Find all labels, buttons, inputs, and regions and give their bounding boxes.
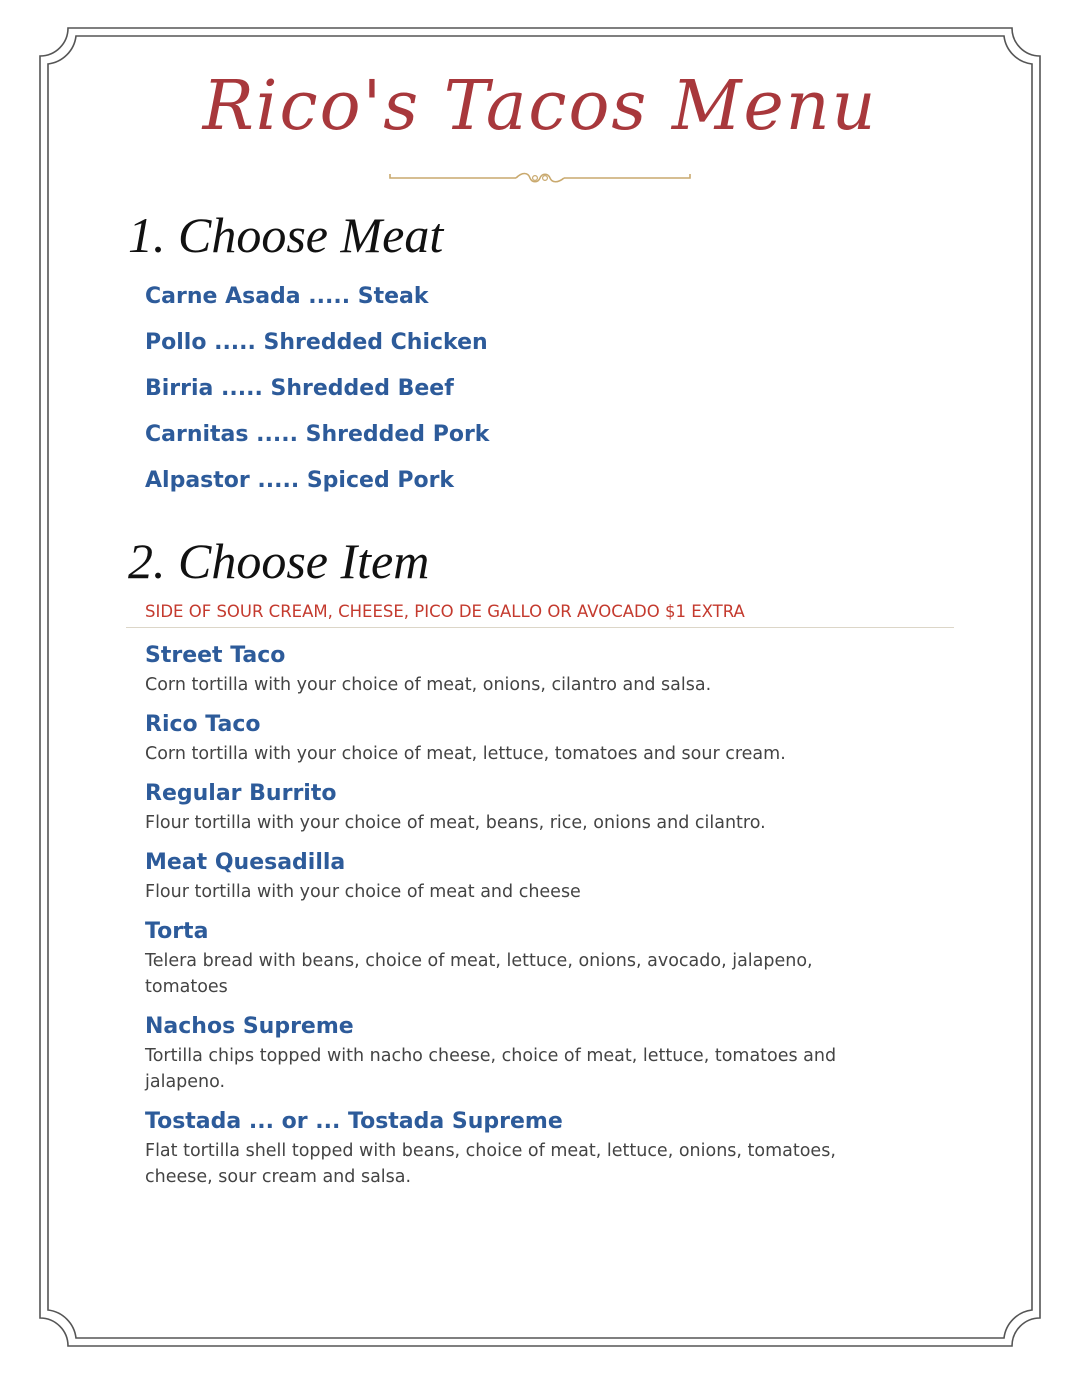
meat-option: Pollo ..... Shredded Chicken: [145, 330, 488, 355]
menu-item: [145, 640, 875, 698]
menu-item-description: Corn tortilla with your choice of meat, onions, cilantro and salsa.: [145, 675, 712, 695]
menu-item: [145, 778, 875, 836]
menu-item-description: Corn tortilla with your choice of meat, lettuce, tomatoes and sour cream.: [145, 744, 786, 764]
menu-item-description: Flour tortilla with your choice of meat and cheese: [145, 882, 581, 902]
extras-note: SIDE OF SOUR CREAM, CHEESE, PICO DE GALLO OR AVOCADO $1 EXTRA: [145, 602, 745, 621]
menu-item-description: Flat tortilla shell topped with beans, choice of meat, lettuce, onions, tomatoes, cheese, sour cream and salsa.: [145, 1141, 836, 1187]
menu-item: [145, 709, 875, 767]
meat-option: Birria ..... Shredded Beef: [145, 376, 454, 401]
menu-item: [145, 916, 875, 1000]
menu-item-list: [145, 640, 875, 1201]
menu-item-name: Rico Taco: [145, 712, 261, 737]
menu-item-name: Street Taco: [145, 643, 286, 668]
menu-item: [145, 1106, 875, 1190]
section-heading-item: 2. Choose Item: [128, 533, 430, 589]
menu-title: Rico's Tacos Menu: [202, 67, 878, 146]
meat-option: Carne Asada ..... Steak: [145, 284, 429, 309]
section-heading-meat: 1. Choose Meat: [128, 207, 444, 263]
menu-item-name: Tostada ... or ... Tostada Supreme: [145, 1109, 563, 1134]
menu-item-description: Tortilla chips topped with nacho cheese, choice of meat, lettuce, tomatoes and jalapeno.: [145, 1046, 837, 1092]
meat-option: Alpastor ..... Spiced Pork: [145, 468, 455, 493]
menu-item-name: Regular Burrito: [145, 781, 337, 806]
menu-item-name: Meat Quesadilla: [145, 850, 346, 875]
menu-item-name: Nachos Supreme: [145, 1014, 354, 1039]
meat-option: Carnitas ..... Shredded Pork: [145, 422, 490, 447]
meat-list: [145, 280, 489, 510]
flourish-divider-icon: [388, 168, 692, 188]
menu-item-description: Telera bread with beans, choice of meat, lettuce, onions, avocado, jalapeno, tomatoes: [145, 951, 813, 997]
divider: [126, 627, 954, 628]
menu-item-name: Torta: [145, 919, 209, 944]
menu-item: [145, 847, 875, 905]
menu-item: [145, 1011, 875, 1095]
menu-item-description: Flour tortilla with your choice of meat, beans, rice, onions and cilantro.: [145, 813, 766, 833]
